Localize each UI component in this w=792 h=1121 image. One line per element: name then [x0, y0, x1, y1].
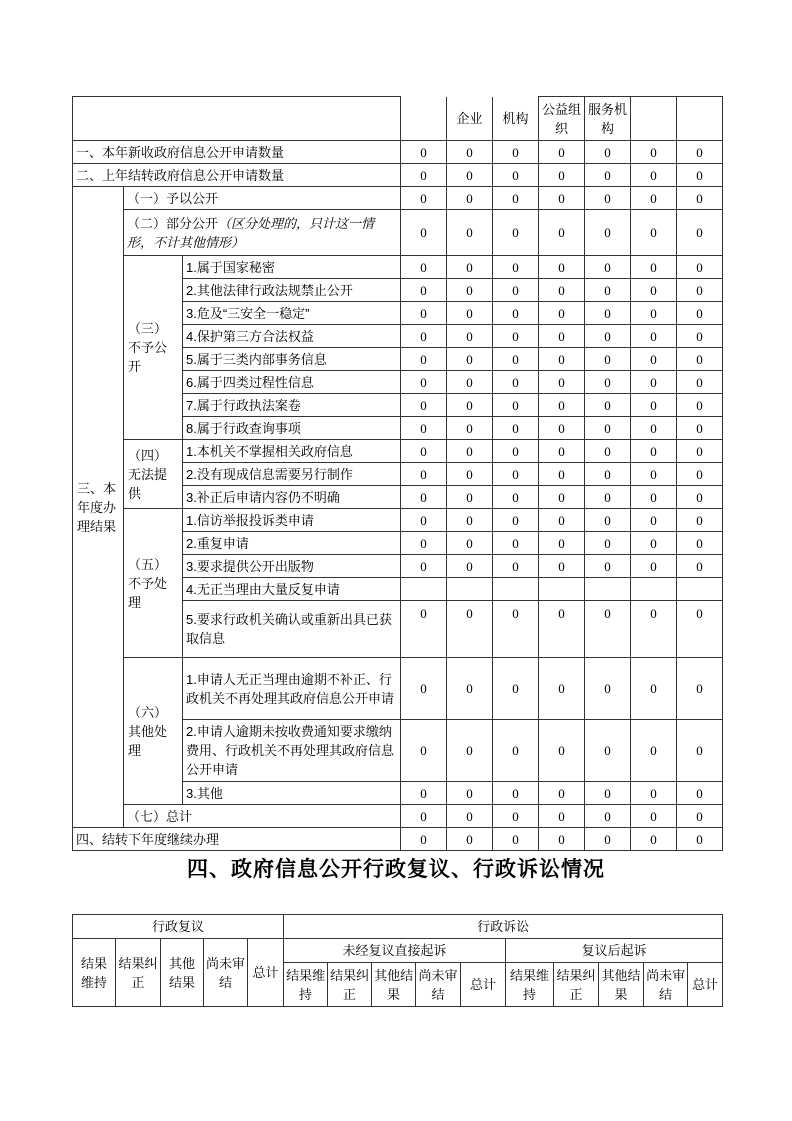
value-cell: 0 [677, 601, 723, 658]
column-header [401, 97, 447, 141]
value-cell: 0 [585, 601, 631, 658]
value-cell: 0 [677, 371, 723, 394]
value-cell: 0 [401, 417, 447, 440]
value-cell: 0 [447, 187, 493, 210]
value-cell: 0 [401, 828, 447, 851]
value-cell: 0 [677, 394, 723, 417]
value-cell: 0 [539, 555, 585, 578]
header-label-cell [73, 97, 401, 141]
table-row [73, 256, 723, 279]
column-header-other-result: 其他结果 [372, 963, 416, 1007]
value-cell: 0 [539, 279, 585, 302]
value-cell: 0 [401, 486, 447, 509]
row-label: 8.属于行政查询事项 [183, 417, 401, 440]
row-label: 1.申请人无正当理由逾期不补正、行政机关不再处理其政府信息公开申请 [183, 658, 401, 720]
value-cell: 0 [539, 141, 585, 164]
value-cell: 0 [493, 417, 539, 440]
section-title: 四、政府信息公开行政复议、行政诉讼情况 [187, 857, 605, 881]
value-cell: 0 [539, 302, 585, 325]
value-cell: 0 [401, 805, 447, 828]
value-cell: 0 [631, 187, 677, 210]
value-cell: 0 [447, 371, 493, 394]
value-cell: 0 [447, 828, 493, 851]
value-cell: 0 [539, 417, 585, 440]
value-cell: 0 [493, 555, 539, 578]
column-header-result-corrected: 结果纠正 [116, 939, 161, 1007]
table-row-new-applications [73, 141, 723, 164]
value-cell: 0 [401, 601, 447, 658]
value-cell: 0 [677, 187, 723, 210]
value-cell: 0 [539, 394, 585, 417]
value-cell: 0 [401, 658, 447, 720]
value-cell: 0 [631, 782, 677, 805]
value-cell: 0 [677, 440, 723, 463]
table-row-carried-over [73, 164, 723, 187]
value-cell: 0 [493, 256, 539, 279]
value-cell: 0 [493, 394, 539, 417]
value-cell: 0 [677, 555, 723, 578]
value-cell: 0 [401, 302, 447, 325]
value-cell: 0 [447, 601, 493, 658]
row-label: 3.其他 [183, 782, 401, 805]
value-cell: 0 [677, 141, 723, 164]
value-cell: 0 [677, 509, 723, 532]
value-cell: 0 [401, 555, 447, 578]
row-subgroup-label-other-handling: （六）其他处理 [124, 658, 183, 805]
value-cell: 0 [493, 348, 539, 371]
value-cell: 0 [447, 532, 493, 555]
value-cell: 0 [539, 782, 585, 805]
column-header [631, 97, 677, 141]
value-cell: 0 [631, 417, 677, 440]
table-row [73, 658, 723, 720]
row-label-main: （二）部分公开 [127, 215, 219, 231]
value-cell: 0 [677, 486, 723, 509]
value-cell: 0 [447, 658, 493, 720]
header-row [73, 97, 723, 141]
value-cell [631, 578, 677, 601]
value-cell: 0 [585, 463, 631, 486]
column-header-total: 总计 [461, 963, 506, 1007]
value-cell: 0 [539, 210, 585, 256]
value-cell: 0 [585, 164, 631, 187]
value-cell: 0 [585, 210, 631, 256]
row-label: 2.其他法律行政法规禁止公开 [183, 279, 401, 302]
value-cell: 0 [493, 279, 539, 302]
column-header-pending: 尚未审结 [644, 963, 688, 1007]
value-cell: 0 [585, 371, 631, 394]
value-cell: 0 [585, 325, 631, 348]
value-cell: 0 [401, 394, 447, 417]
value-cell: 0 [677, 828, 723, 851]
column-header-result-upheld: 结果维持 [506, 963, 554, 1007]
value-cell: 0 [401, 279, 447, 302]
row-label: 4.保护第三方合法权益 [183, 325, 401, 348]
value-cell: 0 [493, 532, 539, 555]
row-label: 1.本机关不掌握相关政府信息 [183, 440, 401, 463]
value-cell: 0 [585, 658, 631, 720]
row-subgroup-label-unavailable: （四）无法提供 [124, 440, 183, 509]
row-label: 4.无正当理由大量反复申请 [183, 578, 401, 601]
value-cell: 0 [401, 325, 447, 348]
value-cell: 0 [539, 348, 585, 371]
value-cell: 0 [585, 720, 631, 782]
row-label: 1.属于国家秘密 [183, 256, 401, 279]
value-cell: 0 [401, 532, 447, 555]
row-label: 5.属于三类内部事务信息 [183, 348, 401, 371]
row-label: 2.没有现成信息需要另行制作 [183, 463, 401, 486]
value-cell: 0 [493, 782, 539, 805]
row-group-label-results: 三、本年度办理结果 [73, 187, 124, 828]
row-label: （一）予以公开 [124, 187, 401, 210]
value-cell: 0 [631, 509, 677, 532]
value-cell: 0 [493, 805, 539, 828]
value-cell: 0 [493, 164, 539, 187]
applications-table [72, 96, 723, 851]
value-cell: 0 [447, 782, 493, 805]
value-cell: 0 [585, 279, 631, 302]
value-cell: 0 [585, 141, 631, 164]
row-label: 3.危及“三安全一稳定” [183, 302, 401, 325]
value-cell: 0 [493, 509, 539, 532]
value-cell: 0 [539, 463, 585, 486]
value-cell: 0 [677, 256, 723, 279]
value-cell: 0 [447, 509, 493, 532]
value-cell: 0 [631, 658, 677, 720]
value-cell: 0 [677, 417, 723, 440]
value-cell: 0 [401, 720, 447, 782]
value-cell: 0 [585, 348, 631, 371]
row-label: 5.要求行政机关确认或重新出具已获取信息 [183, 601, 401, 658]
row-label [124, 210, 401, 256]
value-cell [539, 578, 585, 601]
value-cell: 0 [539, 371, 585, 394]
value-cell: 0 [631, 256, 677, 279]
column-header-result-upheld: 结果维持 [284, 963, 328, 1007]
value-cell: 0 [447, 720, 493, 782]
value-cell: 0 [493, 371, 539, 394]
value-cell: 0 [493, 658, 539, 720]
value-cell: 0 [493, 828, 539, 851]
row-label: 7.属于行政执法案卷 [183, 394, 401, 417]
column-header-result-corrected: 结果纠正 [328, 963, 372, 1007]
row-subgroup-label-refused: （三）不予公开 [124, 256, 183, 440]
value-cell: 0 [631, 720, 677, 782]
column-header-public-org: 公益组织 [539, 97, 585, 141]
value-cell: 0 [539, 805, 585, 828]
value-cell: 0 [447, 463, 493, 486]
value-cell: 0 [585, 805, 631, 828]
value-cell: 0 [585, 555, 631, 578]
value-cell: 0 [539, 509, 585, 532]
column-header-other-result: 其他结果 [161, 939, 204, 1007]
value-cell: 0 [585, 394, 631, 417]
value-cell: 0 [401, 509, 447, 532]
row-label: 3.要求提供公开出版物 [183, 555, 401, 578]
column-header-other-result: 其他结果 [599, 963, 644, 1007]
value-cell: 0 [447, 325, 493, 348]
value-cell: 0 [401, 256, 447, 279]
value-cell: 0 [631, 279, 677, 302]
value-cell: 0 [401, 782, 447, 805]
column-header-result-corrected: 结果纠正 [554, 963, 599, 1007]
value-cell: 0 [585, 486, 631, 509]
value-cell: 0 [631, 210, 677, 256]
value-cell: 0 [447, 348, 493, 371]
column-header-institution: 机构 [493, 97, 539, 141]
value-cell: 0 [677, 325, 723, 348]
value-cell: 0 [631, 325, 677, 348]
value-cell: 0 [677, 463, 723, 486]
value-cell: 0 [493, 302, 539, 325]
value-cell [677, 578, 723, 601]
value-cell: 0 [493, 141, 539, 164]
value-cell: 0 [539, 164, 585, 187]
value-cell: 0 [539, 658, 585, 720]
row-label: 二、上年结转政府信息公开申请数量 [73, 164, 401, 187]
column-header-result-upheld: 结果维持 [73, 939, 116, 1007]
value-cell: 0 [539, 440, 585, 463]
column-header-pending: 尚未审结 [416, 963, 461, 1007]
column-header [677, 97, 723, 141]
value-cell: 0 [493, 601, 539, 658]
value-cell: 0 [401, 210, 447, 256]
value-cell: 0 [585, 509, 631, 532]
value-cell: 0 [677, 210, 723, 256]
value-cell: 0 [493, 187, 539, 210]
value-cell: 0 [677, 302, 723, 325]
value-cell: 0 [585, 782, 631, 805]
value-cell: 0 [493, 486, 539, 509]
table-row [73, 187, 723, 210]
column-header-service-org: 服务机构 [585, 97, 631, 141]
row-label: 2.申请人逾期未按收费通知要求缴纳费用、行政机关不再处理其政府信息公开申请 [183, 720, 401, 782]
value-cell: 0 [539, 325, 585, 348]
value-cell: 0 [401, 371, 447, 394]
value-cell: 0 [677, 164, 723, 187]
value-cell: 0 [447, 164, 493, 187]
review-litigation-table [72, 914, 723, 1007]
value-cell: 0 [585, 256, 631, 279]
table-row [73, 509, 723, 532]
value-cell: 0 [631, 555, 677, 578]
table-row [73, 440, 723, 463]
value-cell: 0 [631, 348, 677, 371]
value-cell [447, 578, 493, 601]
value-cell: 0 [677, 720, 723, 782]
value-cell: 0 [631, 463, 677, 486]
table-row [73, 210, 723, 256]
value-cell: 0 [447, 141, 493, 164]
row-label-note: （区分处理的，只计这一情形，不计其他情形） [127, 215, 375, 250]
value-cell: 0 [677, 805, 723, 828]
value-cell: 0 [631, 394, 677, 417]
value-cell: 0 [447, 440, 493, 463]
value-cell: 0 [401, 187, 447, 210]
header-direct-lawsuit: 未经复议直接起诉 [284, 939, 506, 963]
value-cell: 0 [539, 601, 585, 658]
value-cell: 0 [401, 463, 447, 486]
value-cell: 0 [631, 302, 677, 325]
value-cell: 0 [631, 828, 677, 851]
value-cell: 0 [585, 187, 631, 210]
row-label: 3.补正后申请内容仍不明确 [183, 486, 401, 509]
header-lawsuit-after-review: 复议后起诉 [506, 939, 723, 963]
value-cell: 0 [447, 302, 493, 325]
value-cell: 0 [493, 720, 539, 782]
value-cell: 0 [493, 325, 539, 348]
value-cell: 0 [585, 828, 631, 851]
row-label: 1.信访举报投诉类申请 [183, 509, 401, 532]
header-row-middle [73, 939, 723, 963]
header-admin-litigation: 行政诉讼 [284, 915, 723, 939]
value-cell: 0 [631, 601, 677, 658]
table-row-carry-next-year [73, 828, 723, 851]
value-cell: 0 [401, 440, 447, 463]
value-cell: 0 [677, 658, 723, 720]
value-cell: 0 [539, 532, 585, 555]
value-cell: 0 [539, 187, 585, 210]
value-cell: 0 [447, 486, 493, 509]
value-cell: 0 [493, 440, 539, 463]
row-label: 一、本年新收政府信息公开申请数量 [73, 141, 401, 164]
value-cell: 0 [585, 302, 631, 325]
value-cell: 0 [585, 417, 631, 440]
value-cell [493, 578, 539, 601]
value-cell: 0 [447, 279, 493, 302]
row-label: 四、结转下年度继续办理 [73, 828, 401, 851]
value-cell: 0 [539, 256, 585, 279]
value-cell: 0 [447, 805, 493, 828]
value-cell: 0 [585, 532, 631, 555]
value-cell: 0 [493, 463, 539, 486]
value-cell: 0 [401, 141, 447, 164]
table-row-total [73, 805, 723, 828]
value-cell: 0 [401, 348, 447, 371]
value-cell: 0 [585, 440, 631, 463]
value-cell: 0 [447, 256, 493, 279]
value-cell [401, 578, 447, 601]
column-header-pending: 尚未审结 [204, 939, 248, 1007]
value-cell: 0 [493, 210, 539, 256]
column-header-total: 总计 [248, 939, 284, 1007]
row-label: 6.属于四类过程性信息 [183, 371, 401, 394]
value-cell: 0 [539, 486, 585, 509]
value-cell: 0 [631, 371, 677, 394]
value-cell: 0 [631, 440, 677, 463]
value-cell: 0 [677, 532, 723, 555]
value-cell: 0 [447, 555, 493, 578]
value-cell: 0 [539, 720, 585, 782]
value-cell: 0 [447, 210, 493, 256]
value-cell: 0 [631, 164, 677, 187]
row-subgroup-label-not-processed: （五）不予处理 [124, 509, 183, 658]
value-cell: 0 [539, 828, 585, 851]
value-cell: 0 [631, 486, 677, 509]
value-cell: 0 [677, 348, 723, 371]
row-label: 2.重复申请 [183, 532, 401, 555]
row-label: （七）总计 [124, 805, 401, 828]
value-cell: 0 [401, 164, 447, 187]
value-cell: 0 [677, 782, 723, 805]
value-cell: 0 [447, 394, 493, 417]
value-cell: 0 [631, 532, 677, 555]
value-cell [585, 578, 631, 601]
header-admin-review: 行政复议 [73, 915, 284, 939]
value-cell: 0 [677, 279, 723, 302]
column-header-enterprise: 企业 [447, 97, 493, 141]
value-cell: 0 [631, 141, 677, 164]
header-row-top [73, 915, 723, 939]
value-cell: 0 [631, 805, 677, 828]
column-header-total: 总计 [688, 963, 723, 1007]
value-cell: 0 [447, 417, 493, 440]
